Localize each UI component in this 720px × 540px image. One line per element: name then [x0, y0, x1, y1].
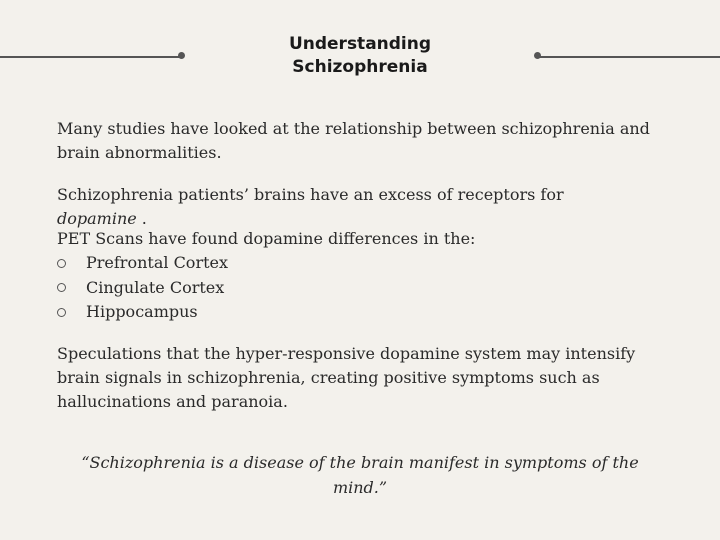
circle-bullet-icon: [57, 283, 66, 292]
list-item: [57, 276, 228, 301]
title-line-2: Schizophrenia: [292, 57, 428, 77]
paragraph-speculations: Speculations that the hyper-responsive dopamine system may intensify brain signals in schizophrenia, creating positive symptoms such as hallucinations and paranoia.: [57, 344, 636, 411]
list-item-label: Cingulate Cortex: [86, 277, 225, 297]
brain-regions-list: [57, 251, 228, 325]
receptors-end: .: [136, 209, 147, 228]
circle-bullet-icon: [57, 308, 66, 317]
list-item-label: Hippocampus: [86, 302, 198, 321]
rule-dot-left: [178, 52, 185, 59]
quote: “Schizophrenia is a disease of the brain manifest in symptoms of the mind.”: [81, 453, 639, 497]
slide-title: [230, 33, 490, 79]
list-item-label: Prefrontal Cortex: [86, 253, 229, 272]
rule-dot-right: [534, 52, 541, 59]
title-line-1: Understanding: [288, 34, 432, 54]
receptors-text: Schizophrenia patients’ brains have an excess of receptors for: [57, 185, 564, 204]
list-item: [57, 251, 228, 276]
circle-bullet-icon: [57, 259, 66, 268]
dopamine-term: dopamine: [57, 209, 137, 228]
decorative-rule-left: [0, 56, 180, 58]
paragraph-studies: Many studies have looked at the relationship between schizophrenia and brain abnormalities.: [57, 119, 650, 162]
paragraph-pet-scans: PET Scans have found dopamine differences in the:: [57, 229, 476, 248]
paragraph-receptors: [57, 183, 657, 231]
list-item: [57, 300, 228, 325]
decorative-rule-right: [538, 56, 720, 58]
